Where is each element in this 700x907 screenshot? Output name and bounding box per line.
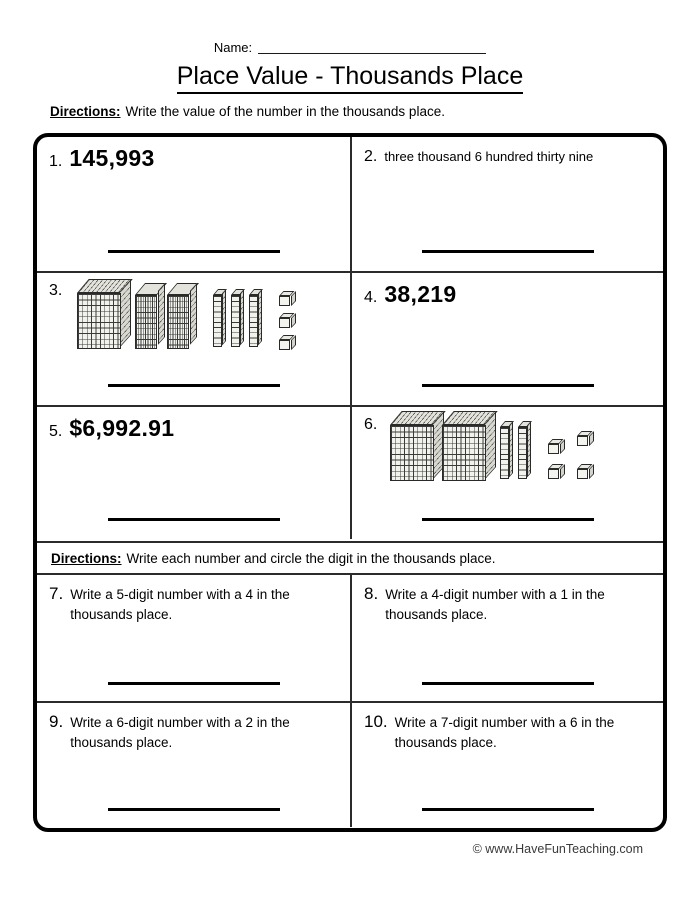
footer-credit[interactable]: © www.HaveFunTeaching.com — [472, 842, 643, 856]
directions-middle-text: Write each number and circle the digit in the thousands place. — [126, 550, 496, 566]
problem-number-7: 7. — [49, 584, 64, 603]
problem-cell-9 — [37, 703, 350, 827]
answer-line-3[interactable] — [108, 384, 280, 387]
problem-cell-2 — [350, 137, 663, 271]
ten-rod-icon — [518, 421, 531, 479]
answer-line-4[interactable] — [422, 384, 594, 387]
unit-cube-icon — [577, 464, 594, 479]
unit-cube-icon — [279, 335, 296, 350]
name-label: Name: — [213, 40, 253, 55]
ten-rod-group-3 — [213, 289, 267, 347]
problem-number-2: 2. — [364, 148, 378, 165]
name-field-row — [0, 40, 700, 55]
thousand-cube-group-6 — [390, 411, 494, 481]
problems-grid-top — [37, 137, 663, 541]
answer-line-10[interactable] — [422, 808, 594, 811]
problem-value-2: three thousand 6 hundred thirty nine — [384, 149, 594, 164]
problem-cell-10 — [350, 703, 663, 827]
thousand-cube-group-3 — [77, 279, 129, 349]
problem-prompt-9: Write a 6-digit number with a 2 in the thousands place. — [70, 715, 290, 750]
directions-top-text: Write the value of the number in the thousands place. — [125, 104, 445, 119]
hundred-flat-icon — [167, 283, 197, 349]
ten-rod-icon — [500, 421, 513, 479]
problem-row — [37, 701, 663, 827]
unit-cube-icon — [279, 313, 296, 328]
problem-number-10: 10. — [364, 712, 388, 731]
thousand-cube-icon — [77, 279, 131, 349]
page-title — [0, 62, 700, 91]
problem-cell-3 — [37, 273, 350, 405]
base-ten-blocks-6 — [390, 411, 594, 487]
problem-number-9: 9. — [49, 712, 64, 731]
problem-row — [37, 271, 663, 405]
ten-rod-icon — [213, 289, 226, 347]
directions-middle-label: Directions: — [51, 550, 122, 566]
problem-prompt-8: Write a 4-digit number with a 1 in the thousands place. — [385, 587, 605, 622]
unit-cube-group-3 — [279, 291, 296, 357]
problem-value-1: 145,993 — [69, 145, 155, 171]
answer-line-2[interactable] — [422, 250, 594, 253]
problem-cell-5 — [37, 407, 350, 539]
answer-line-6[interactable] — [422, 518, 594, 521]
problem-number-8: 8. — [364, 584, 379, 603]
problem-value-5: $6,992.91 — [69, 415, 175, 441]
problems-grid-bottom — [37, 575, 663, 828]
problem-cell-6 — [350, 407, 663, 539]
answer-line-7[interactable] — [108, 682, 280, 685]
answer-line-1[interactable] — [108, 250, 280, 253]
problem-number-6: 6. — [364, 416, 378, 433]
worksheet-box — [33, 133, 667, 832]
problem-number-3: 3. — [49, 282, 63, 299]
thousand-cube-icon — [442, 411, 496, 481]
unit-cube-icon — [279, 291, 296, 306]
directions-middle — [37, 541, 663, 575]
name-write-line[interactable] — [258, 40, 486, 54]
unit-cube-group-6 — [548, 439, 594, 487]
answer-line-5[interactable] — [108, 518, 280, 521]
problem-cell-4 — [350, 273, 663, 405]
thousand-cube-icon — [390, 411, 444, 481]
hundred-flat-icon — [135, 283, 165, 349]
problem-cell-7 — [37, 575, 350, 701]
problem-number-1: 1. — [49, 153, 63, 170]
base-ten-blocks-3 — [77, 279, 296, 357]
problem-row — [37, 405, 663, 539]
problem-number-5: 5. — [49, 423, 63, 440]
answer-line-8[interactable] — [422, 682, 594, 685]
ten-rod-icon — [231, 289, 244, 347]
hundred-flat-group-3 — [135, 283, 199, 349]
problem-cell-8 — [350, 575, 663, 701]
answer-line-9[interactable] — [108, 808, 280, 811]
problem-row — [37, 575, 663, 701]
unit-cube-icon — [548, 439, 565, 454]
problem-number-4: 4. — [364, 289, 378, 306]
unit-cube-icon — [548, 464, 565, 479]
problem-cell-1 — [37, 137, 350, 271]
ten-rod-group-6 — [500, 421, 536, 479]
problem-prompt-10: Write a 7-digit number with a 6 in the thousands place. — [394, 715, 615, 750]
problem-value-4: 38,219 — [384, 281, 457, 307]
problem-prompt-7: Write a 5-digit number with a 4 in the thousands place. — [70, 587, 290, 622]
directions-top-label: Directions: — [50, 104, 121, 119]
ten-rod-icon — [249, 289, 262, 347]
page-title-text: Place Value - Thousands Place — [177, 62, 524, 94]
problem-row — [37, 137, 663, 271]
unit-cube-icon — [577, 431, 594, 446]
directions-top — [50, 104, 445, 119]
